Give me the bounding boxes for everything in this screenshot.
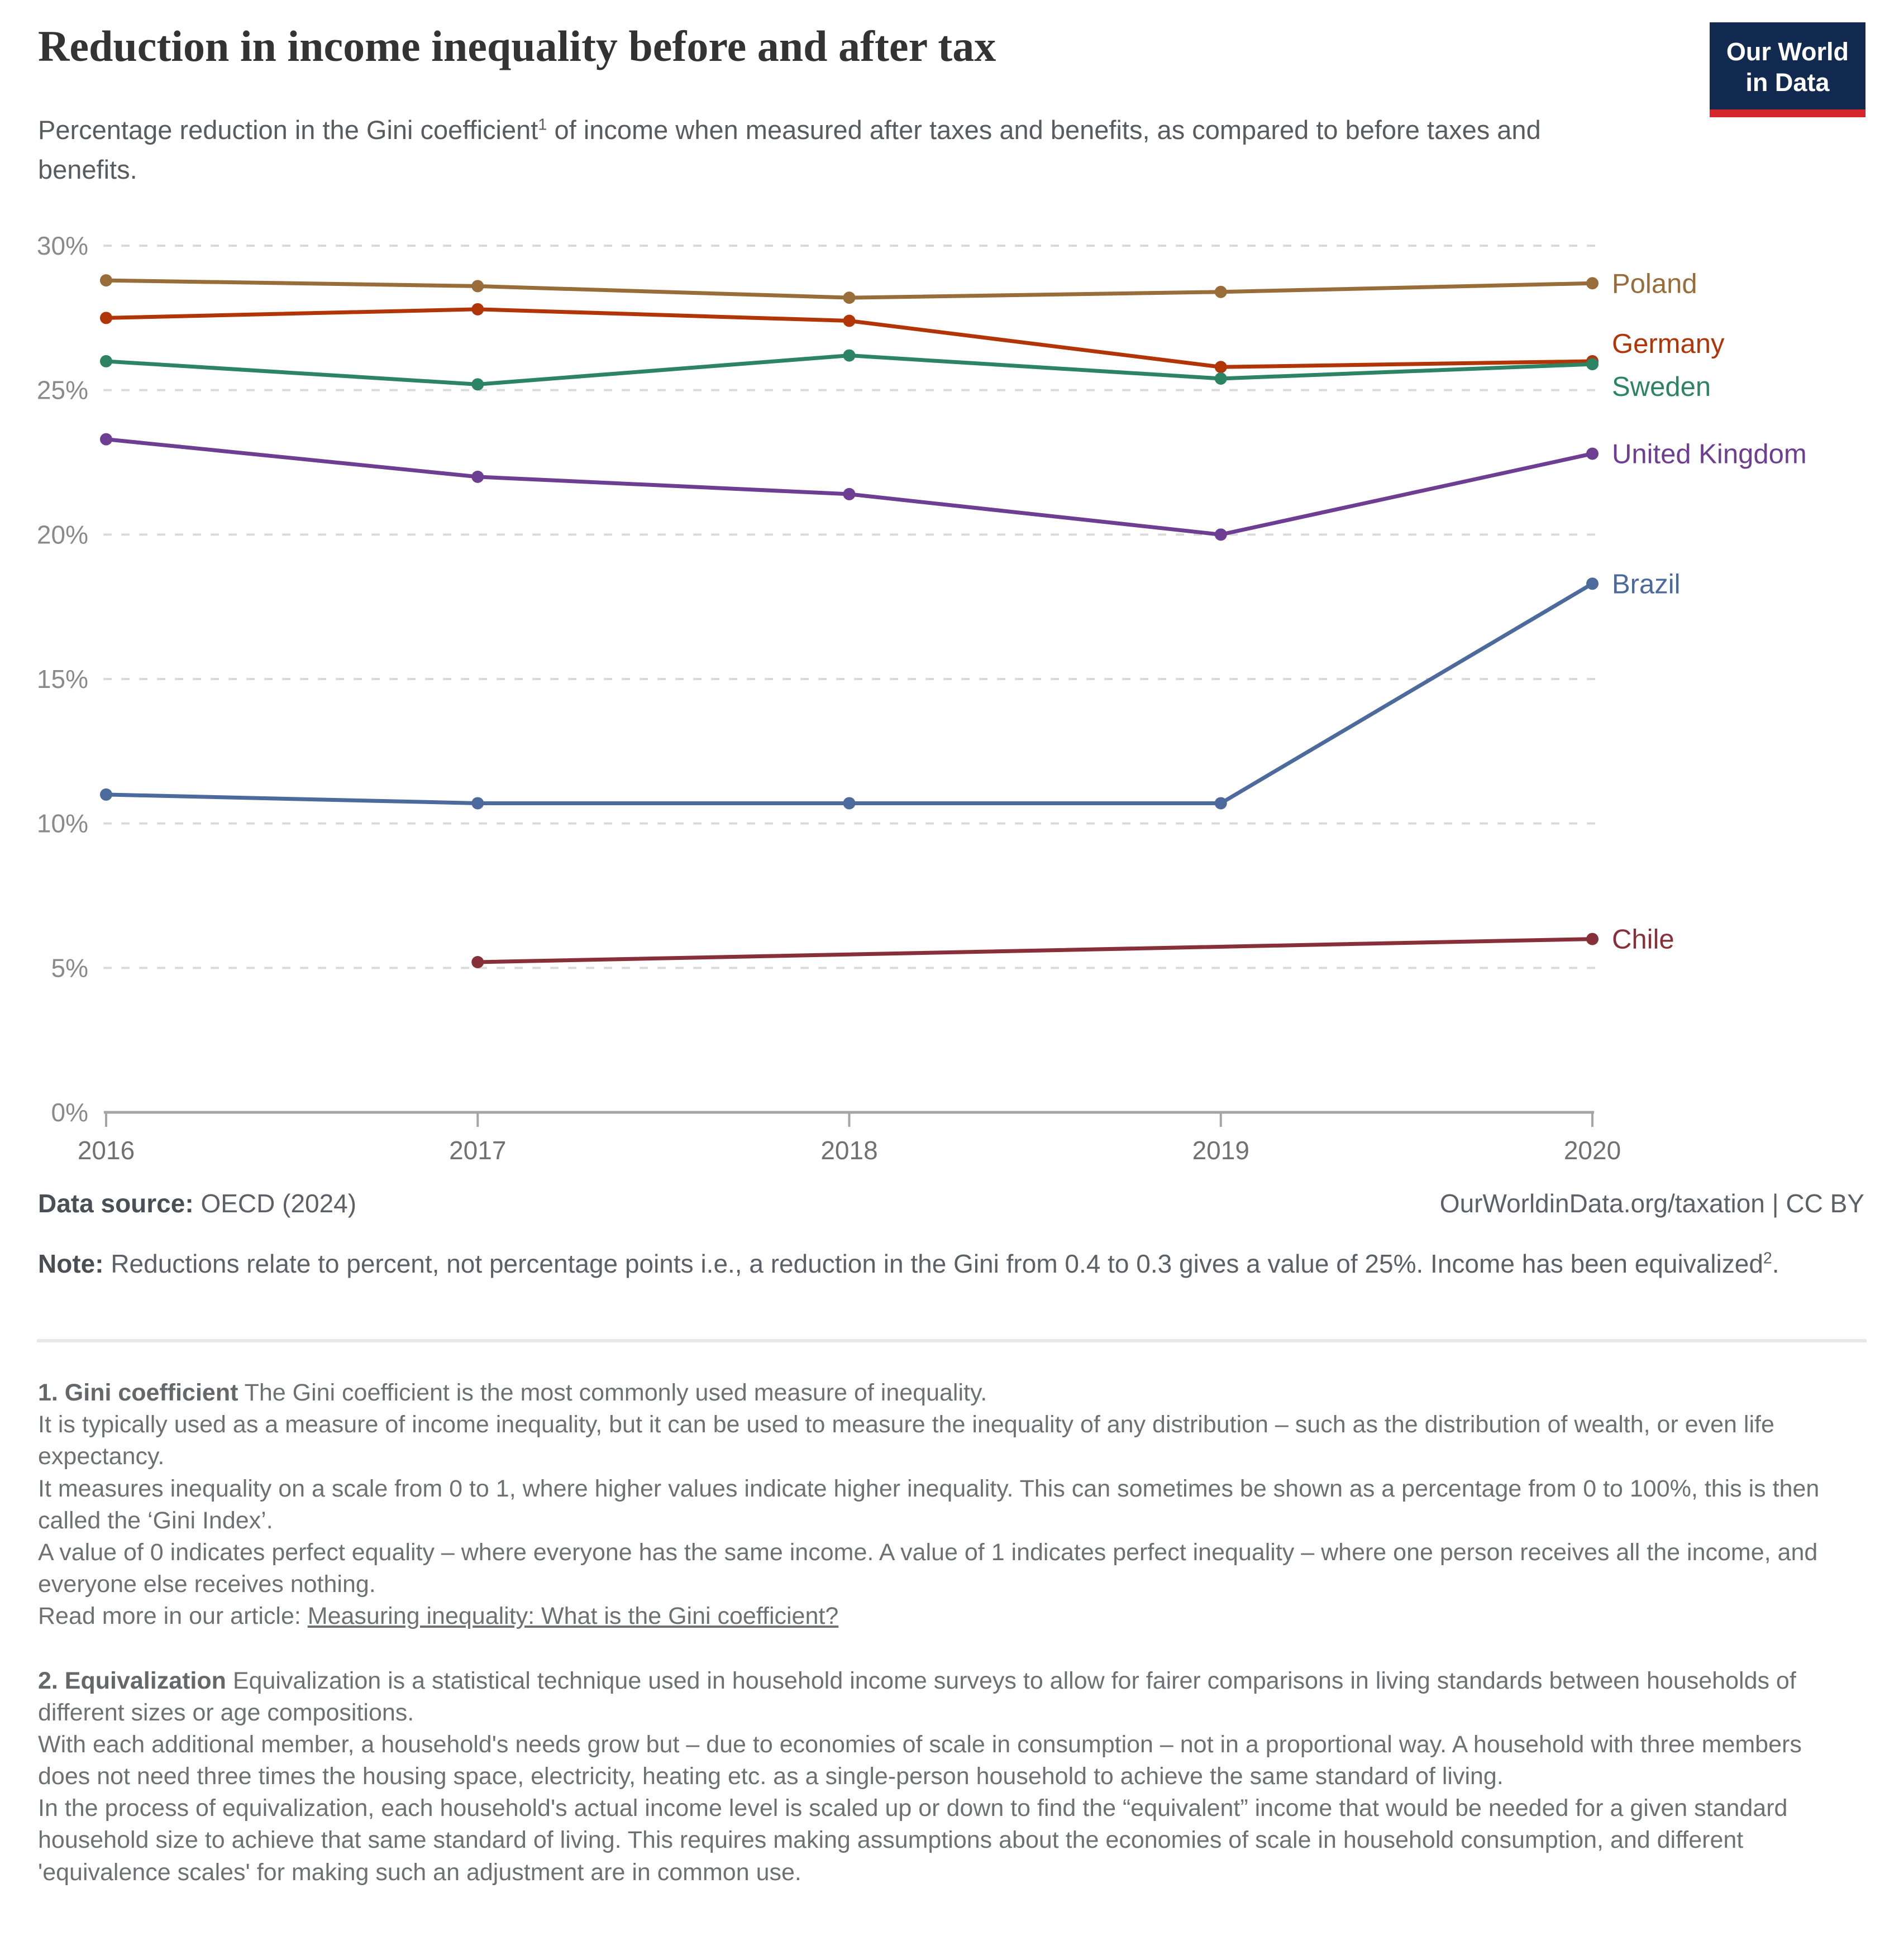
footnote-equivalization	[38, 1665, 1859, 1889]
owid-logo-line1: Our World	[1726, 37, 1849, 66]
data-point-poland-2020[interactable]	[1586, 277, 1599, 289]
footnote-lead: 2. Equivalization	[38, 1667, 226, 1694]
data-point-germany-2017[interactable]	[471, 303, 484, 315]
series-label-brazil[interactable]: Brazil	[1612, 569, 1681, 600]
data-point-sweden-2017[interactable]	[471, 378, 484, 390]
series-line-chile[interactable]	[478, 939, 1592, 962]
series-label-sweden[interactable]: Sweden	[1612, 372, 1711, 403]
series-line-brazil[interactable]	[106, 584, 1592, 803]
x-tick-label-2016: 2016	[77, 1136, 135, 1165]
data-point-united-kingdom-2016[interactable]	[100, 433, 112, 446]
chart-title: Reduction in income inequality before and after tax	[38, 22, 996, 70]
data-point-chile-2017[interactable]	[471, 956, 484, 968]
footnote-ref-1[interactable]: 1	[538, 116, 547, 134]
x-tick-label-2018: 2018	[820, 1136, 878, 1165]
data-point-germany-2016[interactable]	[100, 312, 112, 324]
data-point-sweden-2018[interactable]	[843, 350, 856, 362]
data-point-brazil-2017[interactable]	[471, 797, 484, 809]
series-label-poland[interactable]: Poland	[1612, 269, 1697, 299]
data-point-chile-2020[interactable]	[1586, 933, 1599, 945]
footer-divider	[37, 1339, 1867, 1342]
data-point-poland-2017[interactable]	[471, 280, 484, 292]
data-point-brazil-2018[interactable]	[843, 797, 856, 809]
y-tick-label-30: 30%	[36, 231, 88, 260]
footnote-line: 2. Equivalization Equivalization is a statistical technique used in household income surveys to allow for fairer comparisons in living standards between households of different sizes or age compositions.	[38, 1667, 1796, 1726]
footnote-line: A value of 0 indicates perfect equality – where everyone has the same income. A value of 1 indicates perfect inequality – where one person receives all the income, and everyone else receives nothing.	[38, 1538, 1818, 1598]
data-point-brazil-2016[interactable]	[100, 788, 112, 801]
owid-logo-line2: in Data	[1745, 68, 1830, 97]
footnote-line: 1. Gini coefficient The Gini coefficient is the most commonly used measure of inequality.	[38, 1379, 987, 1406]
data-source-value: OECD (2024)	[201, 1189, 357, 1218]
data-point-poland-2018[interactable]	[843, 291, 856, 304]
data-point-poland-2016[interactable]	[100, 274, 112, 286]
footnote-line: It measures inequality on a scale from 0 to 1, where higher values indicate higher inequality. This can sometimes be shown as a percentage from 0 to 100%, this is then called the ‘Gini Index’.	[38, 1475, 1820, 1534]
series-label-germany[interactable]: Germany	[1612, 328, 1725, 359]
owid-attribution-link[interactable]: OurWorldinData.org/taxation | CC BY	[1439, 1189, 1864, 1218]
note-text-end: .	[1772, 1249, 1779, 1278]
data-point-united-kingdom-2018[interactable]	[843, 488, 856, 500]
y-tick-label-5: 5%	[51, 953, 88, 983]
subtitle-text-cont: of income when measured after taxes and benefits, as compared to before taxes and benefits.	[38, 115, 1541, 184]
data-point-brazil-2019[interactable]	[1215, 797, 1227, 809]
data-point-brazil-2020[interactable]	[1586, 577, 1599, 590]
data-point-united-kingdom-2019[interactable]	[1215, 528, 1227, 541]
data-point-germany-2018[interactable]	[843, 315, 856, 327]
data-point-united-kingdom-2017[interactable]	[471, 471, 484, 483]
footnote-ref-2[interactable]: 2	[1763, 1249, 1772, 1268]
note-text: Reductions relate to percent, not percentage points i.e., a reduction in the Gini from 0.4 to 0.3 gives a value of 25%. Income has been equivalized	[111, 1249, 1763, 1278]
data-point-germany-2019[interactable]	[1215, 361, 1227, 373]
y-tick-label-20: 20%	[36, 520, 88, 549]
data-point-poland-2019[interactable]	[1215, 286, 1227, 298]
y-tick-label-0: 0%	[51, 1098, 88, 1127]
subtitle-text: Percentage reduction in the Gini coefficient	[38, 115, 538, 145]
footnote-line: It is typically used as a measure of income inequality, but it can be used to measure the inequality of any distribution – such as the distribution of wealth, or even life expectancy.	[38, 1411, 1774, 1470]
footnotes-section	[38, 1377, 1859, 1921]
data-point-sweden-2019[interactable]	[1215, 372, 1227, 385]
data-source	[38, 1188, 356, 1218]
data-source-label: Data source:	[38, 1189, 194, 1218]
footnote-lead: 1. Gini coefficient	[38, 1379, 238, 1406]
series-line-united-kingdom[interactable]	[106, 439, 1592, 535]
y-tick-label-10: 10%	[36, 809, 88, 838]
y-tick-label-15: 15%	[36, 665, 88, 694]
chart-note	[38, 1245, 1864, 1282]
footer-source-row	[38, 1188, 1864, 1218]
x-tick-label-2017: 2017	[449, 1136, 507, 1165]
gini-article-link[interactable]: Measuring inequality: What is the Gini coefficient?	[307, 1603, 839, 1630]
footnote-line: Read more in our article: Measuring inequality: What is the Gini coefficient?	[38, 1603, 839, 1630]
x-tick-label-2019: 2019	[1192, 1136, 1249, 1165]
footnote-gini-coefficient	[38, 1377, 1859, 1633]
data-point-sweden-2016[interactable]	[100, 355, 112, 367]
y-tick-label-25: 25%	[36, 375, 88, 405]
note-label: Note:	[38, 1249, 104, 1278]
x-tick-label-2020: 2020	[1563, 1136, 1621, 1165]
footnote-line: With each additional member, a household's needs grow but – due to economies of scale in consumption – not in a proportional way. A household with three members does not need three times the housing space, electricity, heating etc. as a single-person household to achieve the same standard of living.	[38, 1730, 1802, 1790]
series-label-united-kingdom[interactable]: United Kingdom	[1612, 439, 1807, 470]
data-point-united-kingdom-2020[interactable]	[1586, 447, 1599, 460]
series-label-chile[interactable]: Chile	[1612, 924, 1674, 955]
data-point-sweden-2020[interactable]	[1586, 358, 1599, 370]
footnote-line: In the process of equivalization, each household's actual income level is scaled up or down to find the “equivalent” income that would be needed for a given standard household size to achieve that same standard of living. This requires making assumptions about the economies of scale in household consumption, and different 'equivalence scales' for making such an adjustment are in common use.	[38, 1795, 1788, 1886]
